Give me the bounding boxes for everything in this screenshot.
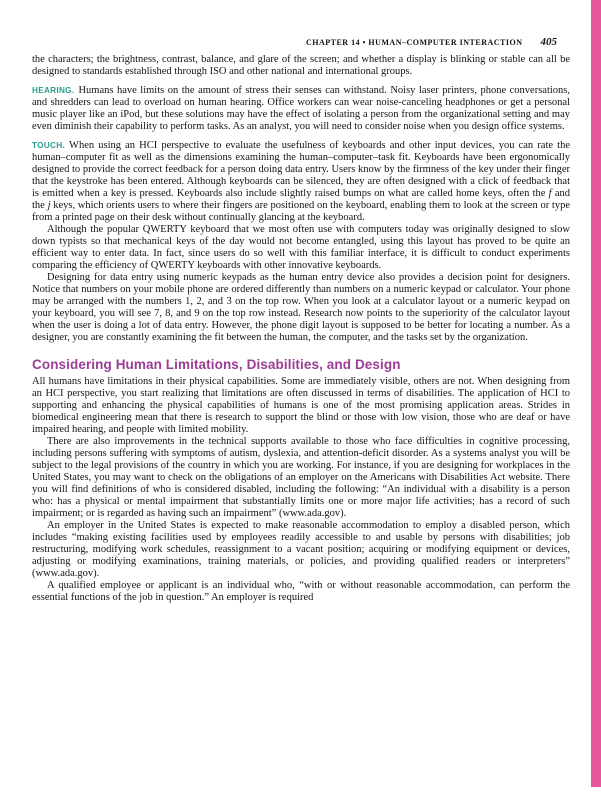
limitations-paragraph: All humans have limitations in their physical capabilities. Some are immediately visible, others are not. When designing from an HCI perspective, you start realizing that limitations are often discussed in terms of disabilities. The application of HCI to supporting and enhancing the physical capabilities of humans is one of the most promising application areas. Strides in biomedical engineering mean that there is research to support the blind or those with low vision, those who are deaf or have impaired hearing, and people with limited mobility. xyxy=(32,376,570,435)
touch-text-part1: When using an HCI perspective to evaluate the usefulness of keyboards and other input devices, you can rate the human–computer fit as well as the dimensions examining the human–computer–task fit. Keyboards have been ergonomically designed to provide the correct feedback for a person doing data entry. Users know by the firmness of the key under their finger that the keystroke has been entered. Although keyboards can be silenced, they are often designed with a click of feedback that is emitted when a key is pressed. Keyboards also include slightly raised bumps on what are called home keys, often the xyxy=(32,140,570,199)
chapter-title: CHAPTER 14 • HUMAN–COMPUTER INTERACTION xyxy=(305,38,523,47)
page-body xyxy=(32,54,570,604)
improvements-paragraph: There are also improvements in the technical supports available to those who face difficulties in cognitive processing, including persons suffering with symptoms of autism, dyslexia, and attention-deficit disorder. As a systems analyst you will be subject to the legal provisions of the country in which you are working. For instance, if you are designing for workplaces in the United States, you may want to check on the obligations of an employer on the Americans with Disabilities Act website. There you will find definitions of who is considered disabled, including the following: “An individual with a disability is a person who: has a physical or mental impairment that substantially limits one or more major life activities; has a record of such impairment; or is regarded as having such an impairment” (www.ada.gov). xyxy=(32,436,570,519)
qualified-paragraph: A qualified employee or applicant is an individual who, “with or without reasonable accommodation, can perform the essential functions of the job in question.” An employer is required xyxy=(32,580,570,603)
touch-paragraph xyxy=(32,140,570,224)
touch-text-part3: keys, which orients users to where their fingers are positioned on the keyboard, enabling them to look at the screen or type from a printed page on their desk without continually glancing at the keyboard. xyxy=(32,200,570,223)
chapter-edge-tab xyxy=(591,0,601,787)
keypads-paragraph: Designing for data entry using numeric keypads as the human entry device also provides a decision point for designers. Notice that numbers on your mobile phone are ordered differently than numbers on a numeric keypad or calculator. Your phone may be arranged with the numbers 1, 2, and 3 on the top row. When you look at a calculator layout or a numeric keypad on your keyboard, you will see 7, 8, and 9 on the top row instead. Research now points to the superiority of the calculator layout when the user is doing a lot of data entry. However, the phone digit layout is supposed to be better for locating a number. As a designer, you are constantly examining the fit between the human, the computer, and the tasks set by the organization. xyxy=(32,272,570,343)
employer-paragraph: An employer in the United States is expected to make reasonable accommodation to employ a disabled person, which includes “making existing facilities used by employees readily accessible to and usable by persons with disabilities; job restructuring, modifying work schedules, reassignment to a vacant position; acquiring or modifying equipment or devices, adjusting or modifying examinations, training materials, or policies, and providing qualified readers or interpreters” (www.ada.gov). xyxy=(32,520,570,579)
page-number: 405 xyxy=(540,36,557,48)
hearing-label: HEARING. xyxy=(32,86,75,95)
j-key-italic: j xyxy=(47,200,51,211)
f-key-italic: f xyxy=(548,188,552,199)
qwerty-paragraph: Although the popular QWERTY keyboard that we most often use with computers today was originally designed to slow down typists so that mechanical keys of the day would not become entangled, using this layout has proved to be quite an efficient way to enter data. In fact, since users do so well with this familiar interface, it is difficult to conduct experiments comparing the efficiency of QWERTY keyboards with other innovative keyboards. xyxy=(32,224,570,271)
running-header xyxy=(32,32,557,50)
hearing-text: Humans have limits on the amount of stress their senses can withstand. Noisy laser printers, phone conversations, and shredders can lead to overload on human hearing. Office workers can wear noise-canceling headphones or get a personal music player like an iPod, but these solutions may have the effect of isolating a person from the organizational setting and may even diminish their capability to perform tasks. As an analyst, you will need to consider noise when you design office systems. xyxy=(32,85,570,132)
touch-label: TOUCH. xyxy=(32,141,66,150)
hearing-paragraph xyxy=(32,85,570,133)
intro-paragraph: the characters; the brightness, contrast, balance, and glare of the screen; and whether a display is blinking or stable can all be designed to standards established through ISO and other national and international groups. xyxy=(32,54,570,77)
touch-text-part2: and the xyxy=(32,188,570,211)
section-heading: Considering Human Limitations, Disabilities, and Design xyxy=(32,357,401,372)
